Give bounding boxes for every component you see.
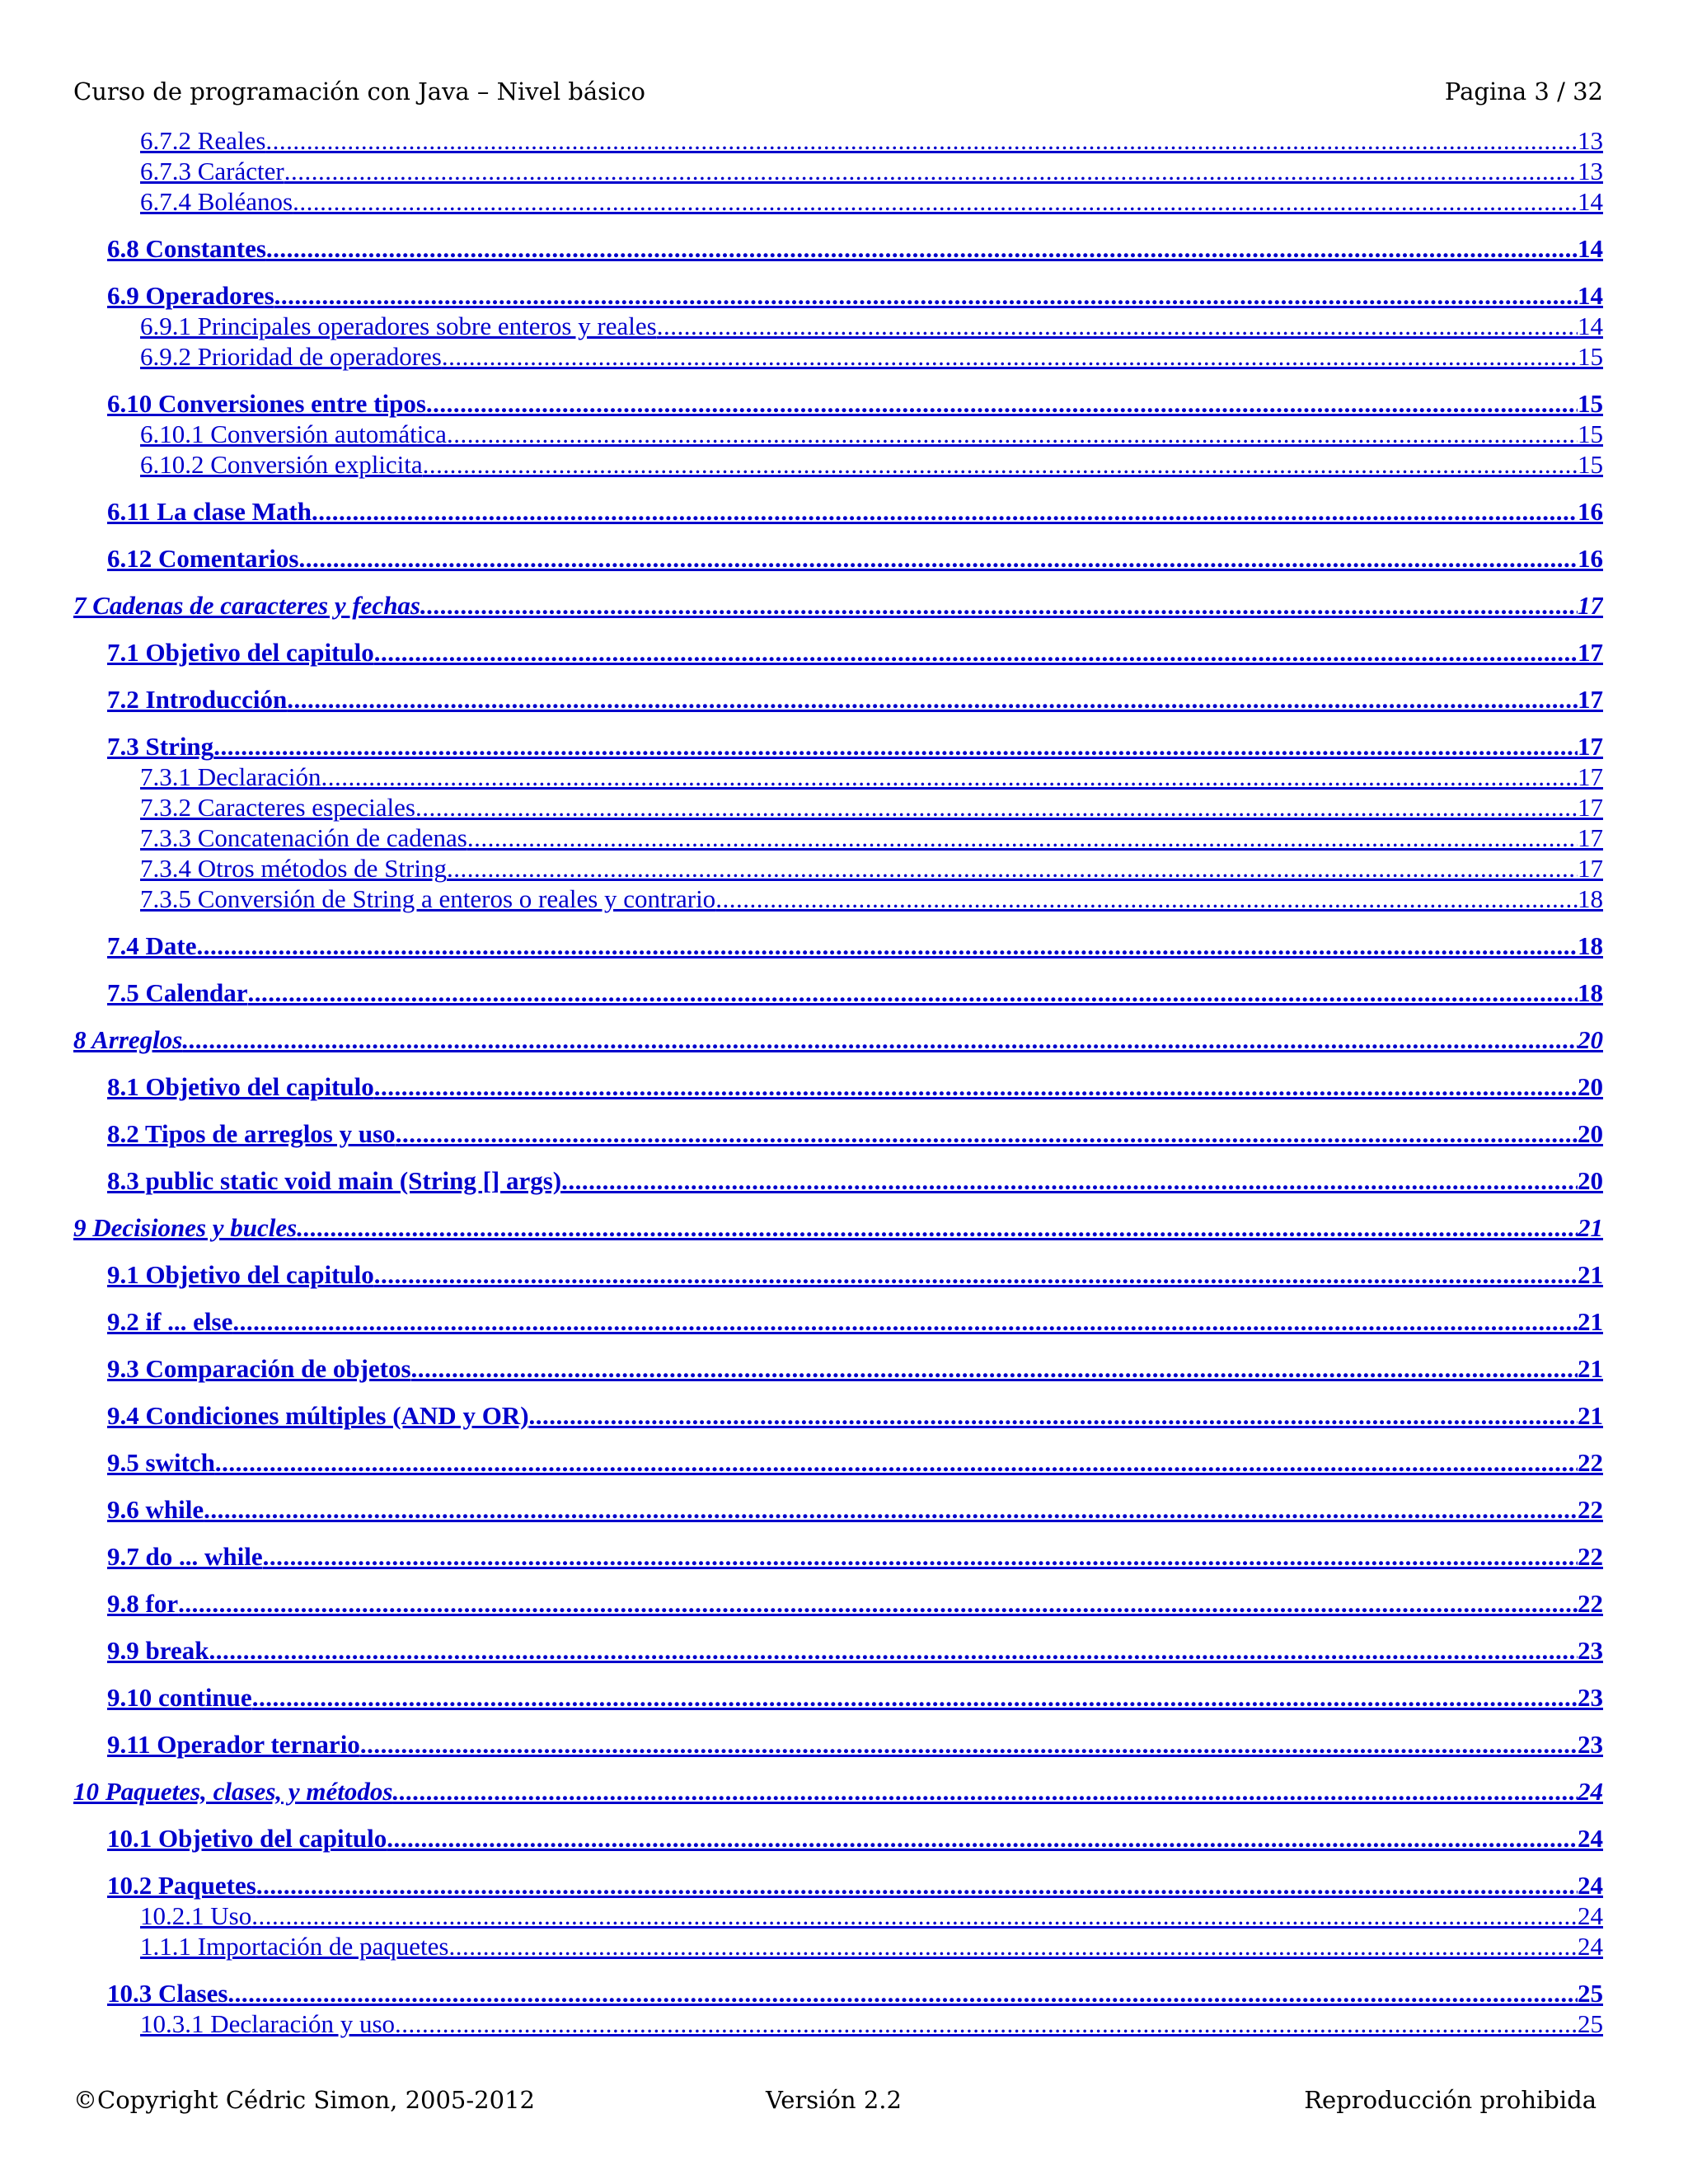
toc-entry-title: 9.1 Objetivo del capitulo (107, 1260, 374, 1289)
toc-entry-page: 16 (1578, 497, 1603, 526)
toc-entry-level-3[interactable] (73, 762, 1603, 792)
toc-entry-level-2[interactable] (73, 1541, 1603, 1572)
toc-entry-title: 7.5 Calendar (107, 978, 248, 1007)
toc-dot-leader (442, 341, 1578, 372)
toc-dot-leader (387, 1823, 1578, 1854)
toc-dot-leader (209, 1635, 1578, 1666)
toc-entry-title: 10.3 Clases (107, 1979, 228, 2008)
toc-entry-title: 6.10.1 Conversión automática (140, 419, 447, 448)
page-header (73, 73, 1603, 110)
toc-entry-title: 7.3 String (107, 732, 214, 761)
toc-dot-leader (423, 449, 1578, 480)
toc-entry-level-1[interactable] (73, 1024, 1603, 1055)
toc-entry-title: 6.7.3 Carácter (140, 157, 284, 185)
toc-entry-page: 21 (1578, 1354, 1603, 1383)
toc-entry-page: 24 (1578, 1777, 1603, 1806)
toc-entry-page: 17 (1578, 732, 1603, 761)
page-number: Pagina 3 / 32 (1444, 77, 1603, 105)
toc-entry-level-2[interactable] (73, 1259, 1603, 1290)
toc-entry-level-2[interactable] (73, 930, 1603, 961)
toc-dot-leader (312, 496, 1578, 527)
toc-entry-title: 7.3.4 Otros métodos de String (140, 854, 447, 883)
toc-dot-leader (196, 930, 1578, 961)
toc-entry-page: 23 (1578, 1730, 1603, 1759)
toc-entry-title: 9.6 while (107, 1495, 204, 1524)
toc-entry-title: 7.2 Introducción (107, 685, 288, 714)
toc-entry-title: 8.1 Objetivo del capitulo (107, 1072, 374, 1101)
toc-entry-title: 7.3.1 Declaración (140, 762, 321, 791)
toc-entry-level-1[interactable] (73, 590, 1603, 621)
toc-entry-title: 9 Decisiones y bucles (73, 1213, 298, 1242)
toc-entry-page: 18 (1578, 978, 1603, 1007)
toc-entry-level-2[interactable] (73, 1118, 1603, 1149)
toc-dot-leader (266, 233, 1578, 264)
toc-entry-page: 16 (1578, 544, 1603, 573)
toc-entry-level-2[interactable] (73, 543, 1603, 574)
toc-entry-level-2[interactable] (73, 1071, 1603, 1102)
toc-entry-level-2[interactable] (73, 731, 1603, 762)
toc-entry-level-2[interactable] (73, 1306, 1603, 1337)
toc-dot-leader (395, 2008, 1578, 2039)
table-of-contents (73, 125, 1603, 2039)
toc-entry-title: 7.3.2 Caracteres especiales (140, 793, 415, 822)
toc-entry-page: 23 (1578, 1636, 1603, 1665)
toc-entry-page: 14 (1578, 281, 1603, 310)
toc-dot-leader (467, 823, 1578, 853)
toc-entry-page: 14 (1578, 234, 1603, 263)
toc-entry-page: 24 (1578, 1824, 1603, 1853)
page-footer (73, 2081, 1603, 2119)
toc-entry-level-2[interactable] (73, 1494, 1603, 1525)
toc-entry-level-2[interactable] (73, 280, 1603, 311)
toc-entry-page: 13 (1578, 157, 1603, 185)
toc-dot-leader (251, 1900, 1578, 1931)
toc-entry-title: 9.2 if ... else (107, 1307, 233, 1336)
toc-entry-title: 6.10 Conversiones entre tipos (107, 389, 426, 418)
toc-dot-leader (561, 1165, 1578, 1196)
toc-dot-leader (274, 280, 1578, 311)
toc-entry-level-3[interactable] (73, 156, 1603, 186)
toc-entry-title: 9.7 do ... while (107, 1542, 263, 1571)
toc-entry-title: 8 Arreglos (73, 1025, 183, 1054)
toc-dot-leader (297, 1212, 1578, 1243)
toc-entry-title: 6.12 Comentarios (107, 544, 299, 573)
toc-entry-page: 20 (1578, 1025, 1603, 1054)
toc-entry-title: 9.10 continue (107, 1683, 252, 1712)
toc-entry-page: 21 (1578, 1260, 1603, 1289)
toc-entry-title: 1.1.1 Importación de paquetes (140, 1932, 449, 1961)
toc-entry-level-2[interactable] (73, 637, 1603, 668)
toc-dot-leader (529, 1400, 1578, 1431)
toc-entry-level-3[interactable] (73, 853, 1603, 883)
toc-entry-title: 6.10.2 Conversión explicita (140, 450, 423, 479)
toc-entry-level-3[interactable] (73, 341, 1603, 372)
toc-entry-title: 9.5 switch (107, 1448, 215, 1477)
toc-entry-page: 22 (1578, 1589, 1603, 1618)
toc-entry-level-3[interactable] (73, 186, 1603, 217)
toc-dot-leader (204, 1494, 1578, 1525)
toc-entry-page: 21 (1578, 1401, 1603, 1430)
toc-entry-level-3[interactable] (73, 419, 1603, 449)
toc-entry-title: 9.8 for (107, 1589, 179, 1618)
toc-entry-level-2[interactable] (73, 1823, 1603, 1854)
toc-entry-page: 25 (1578, 2009, 1603, 2038)
toc-entry-level-2[interactable] (73, 1682, 1603, 1713)
toc-dot-leader (232, 1306, 1578, 1337)
toc-entry-level-2[interactable] (73, 233, 1603, 264)
toc-entry-level-2[interactable] (73, 1729, 1603, 1760)
toc-entry-title: 8.3 public static void main (String [] args) (107, 1166, 562, 1195)
toc-entry-title: 6.9.2 Prioridad de operadores (140, 342, 442, 371)
toc-entry-level-3[interactable] (73, 2008, 1603, 2039)
toc-dot-leader (426, 388, 1578, 419)
toc-entry-level-2[interactable] (73, 684, 1603, 715)
toc-dot-leader (248, 977, 1578, 1008)
toc-entry-level-2[interactable] (73, 1978, 1603, 2008)
toc-entry-level-1[interactable] (73, 1776, 1603, 1807)
toc-entry-title: 10.3.1 Declaración y uso (140, 2009, 396, 2038)
toc-dot-leader (396, 1118, 1578, 1149)
toc-entry-title: 6.11 La clase Math (107, 497, 312, 526)
toc-dot-leader (298, 543, 1578, 574)
toc-entry-title: 10.1 Objetivo del capitulo (107, 1824, 387, 1853)
toc-dot-leader (256, 1870, 1578, 1900)
toc-entry-level-2[interactable] (73, 1588, 1603, 1619)
document-title: Curso de programación con Java – Nivel básico (73, 77, 646, 105)
toc-entry-level-2[interactable] (73, 1353, 1603, 1384)
toc-entry-page: 24 (1578, 1932, 1603, 1961)
toc-dot-leader (392, 1776, 1578, 1807)
toc-entry-level-3[interactable] (73, 823, 1603, 853)
toc-entry-level-3[interactable] (73, 1931, 1603, 1961)
toc-entry-title: 7.3.5 Conversión de String a enteros o reales y contrario (140, 884, 716, 913)
toc-dot-leader (374, 1259, 1578, 1290)
toc-dot-leader (293, 186, 1578, 217)
toc-dot-leader (374, 637, 1578, 668)
toc-dot-leader (252, 1682, 1578, 1713)
toc-entry-title: 9.4 Condiciones múltiples (AND y OR) (107, 1401, 529, 1430)
footer-notice: Reproducción prohibida (1304, 2086, 1597, 2114)
toc-entry-level-3[interactable] (73, 125, 1603, 156)
toc-entry-page: 14 (1578, 187, 1603, 216)
toc-dot-leader (287, 684, 1578, 715)
toc-entry-title: 10 Paquetes, clases, y métodos (73, 1777, 393, 1806)
toc-entry-title: 9.3 Comparación de objetos (107, 1354, 411, 1383)
toc-entry-title: 10.2 Paquetes (107, 1871, 256, 1900)
toc-dot-leader (420, 590, 1578, 621)
toc-dot-leader (284, 156, 1578, 186)
toc-dot-leader (360, 1729, 1578, 1760)
toc-entry-title: 6.8 Constantes (107, 234, 266, 263)
toc-entry-level-2[interactable] (73, 496, 1603, 527)
toc-entry-title: 6.7.2 Reales (140, 126, 266, 155)
toc-dot-leader (415, 792, 1578, 823)
toc-dot-leader (447, 419, 1578, 449)
toc-entry-page: 22 (1578, 1448, 1603, 1477)
toc-dot-leader (213, 731, 1578, 762)
toc-entry-page: 14 (1578, 312, 1603, 340)
toc-entry-page: 18 (1578, 884, 1603, 913)
toc-entry-level-2[interactable] (73, 1447, 1603, 1478)
toc-dot-leader (265, 125, 1578, 156)
toc-entry-level-3[interactable] (73, 311, 1603, 341)
toc-entry-page: 17 (1578, 854, 1603, 883)
toc-dot-leader (321, 762, 1578, 792)
toc-entry-page: 21 (1578, 1307, 1603, 1336)
toc-entry-title: 9.9 break (107, 1636, 209, 1665)
toc-entry-title: 8.2 Tipos de arreglos y uso (107, 1119, 396, 1148)
toc-entry-level-3[interactable] (73, 1900, 1603, 1931)
toc-entry-title: 7 Cadenas de caracteres y fechas (73, 591, 420, 620)
toc-entry-title: 7.4 Date (107, 931, 197, 960)
toc-entry-title: 7.1 Objetivo del capitulo (107, 638, 374, 667)
toc-entry-page: 20 (1578, 1072, 1603, 1101)
toc-dot-leader (178, 1588, 1578, 1619)
toc-entry-level-3[interactable] (73, 449, 1603, 480)
toc-dot-leader (448, 1931, 1578, 1961)
toc-entry-page: 15 (1578, 450, 1603, 479)
toc-entry-page: 22 (1578, 1495, 1603, 1524)
toc-entry-page: 17 (1578, 685, 1603, 714)
toc-entry-level-2[interactable] (73, 1165, 1603, 1196)
toc-dot-leader (215, 1447, 1578, 1478)
toc-entry-title: 9.11 Operador ternario (107, 1730, 360, 1759)
toc-dot-leader (227, 1978, 1578, 2008)
toc-entry-title: 10.2.1 Uso (140, 1901, 252, 1930)
toc-entry-page: 17 (1578, 823, 1603, 852)
toc-entry-page: 15 (1578, 342, 1603, 371)
toc-entry-page: 13 (1578, 126, 1603, 155)
toc-entry-title: 6.9.1 Principales operadores sobre enteros y reales (140, 312, 657, 340)
footer-version: Versión 2.2 (766, 2086, 902, 2114)
toc-entry-page: 23 (1578, 1683, 1603, 1712)
toc-entry-title: 6.9 Operadores (107, 281, 274, 310)
toc-dot-leader (447, 853, 1578, 883)
toc-entry-page: 20 (1578, 1119, 1603, 1148)
toc-entry-page: 18 (1578, 931, 1603, 960)
toc-dot-leader (182, 1024, 1578, 1055)
toc-entry-level-2[interactable] (73, 1635, 1603, 1666)
toc-entry-page: 25 (1578, 1979, 1603, 2008)
toc-dot-leader (263, 1541, 1578, 1572)
toc-entry-page: 17 (1578, 638, 1603, 667)
toc-dot-leader (374, 1071, 1578, 1102)
footer-copyright: ©Copyright Cédric Simon, 2005-2012 (73, 2086, 535, 2114)
toc-entry-page: 21 (1578, 1213, 1603, 1242)
toc-entry-level-2[interactable] (73, 977, 1603, 1008)
toc-entry-level-2[interactable] (73, 1870, 1603, 1900)
toc-dot-leader (411, 1353, 1578, 1384)
toc-entry-title: 7.3.3 Concatenación de cadenas (140, 823, 467, 852)
toc-entry-page: 17 (1578, 591, 1603, 620)
toc-entry-page: 22 (1578, 1542, 1603, 1571)
toc-entry-page: 24 (1578, 1871, 1603, 1900)
toc-entry-level-3[interactable] (73, 883, 1603, 914)
toc-entry-page: 24 (1578, 1901, 1603, 1930)
toc-entry-page: 15 (1578, 389, 1603, 418)
toc-entry-level-1[interactable] (73, 1212, 1603, 1243)
toc-entry-level-2[interactable] (73, 388, 1603, 419)
toc-entry-page: 17 (1578, 762, 1603, 791)
toc-entry-level-2[interactable] (73, 1400, 1603, 1431)
toc-dot-leader (657, 311, 1578, 341)
toc-entry-title: 6.7.4 Boléanos (140, 187, 293, 216)
toc-dot-leader (715, 883, 1578, 914)
toc-entry-page: 15 (1578, 419, 1603, 448)
toc-entry-page: 20 (1578, 1166, 1603, 1195)
toc-entry-page: 17 (1578, 793, 1603, 822)
toc-entry-level-3[interactable] (73, 792, 1603, 823)
